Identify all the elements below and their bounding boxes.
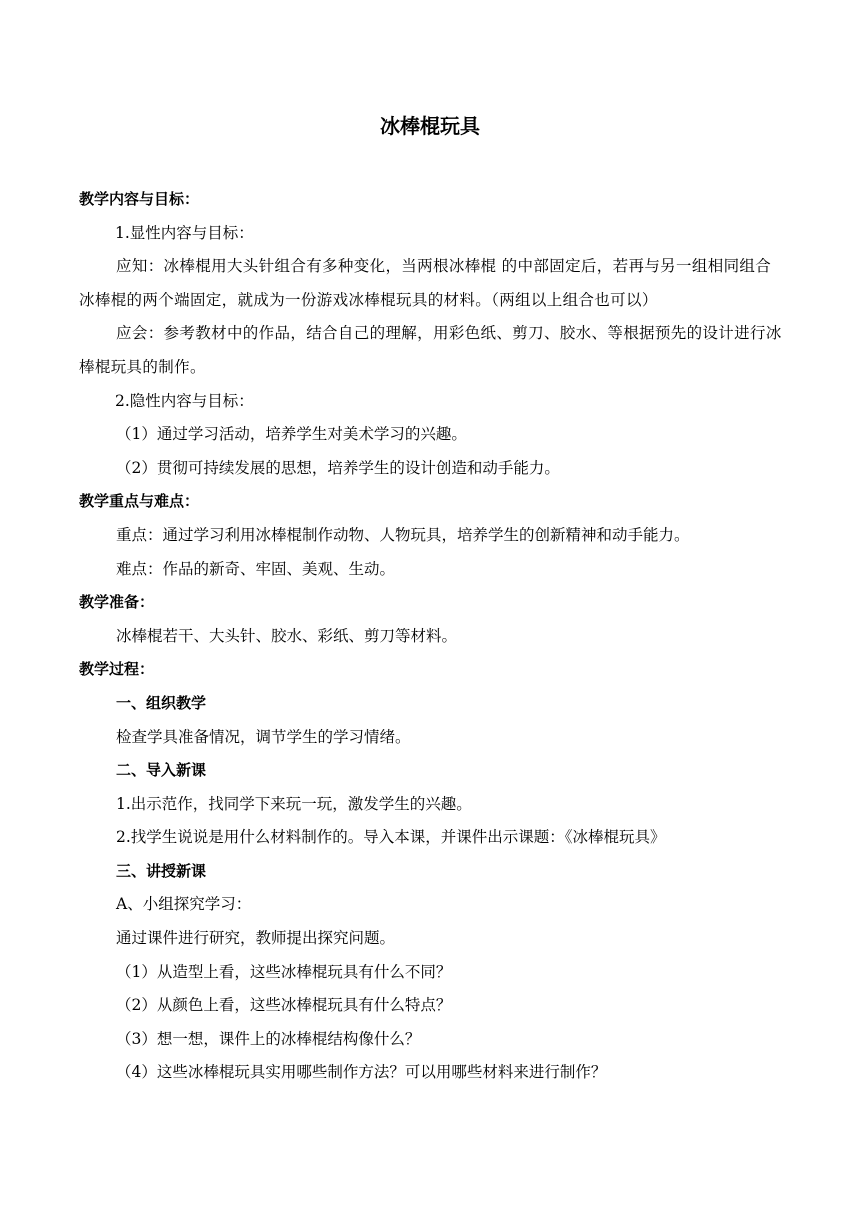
implicit-goal-item: （2）贯彻可持续发展的思想，培养学生的设计创造和动手能力。 (116, 458, 560, 477)
implicit-goal-item: （1）通过学习活动，培养学生对美术学习的兴趣。 (116, 425, 467, 444)
implicit-goals-title: 2.隐性内容与目标： (115, 391, 254, 410)
key-points-heading: 教学重点与难点： (79, 492, 200, 511)
step3-title: 三、讲授新课 (116, 861, 207, 880)
step2-title: 二、导入新课 (116, 761, 207, 780)
explicit-goals-title: 1.显性内容与目标： (115, 223, 254, 242)
process-heading: 教学过程： (79, 660, 155, 679)
question-item: （2）从颜色上看，这些冰棒棍玩具有什么特点？ (116, 996, 452, 1015)
can-paragraph: 应会：参考教材中的作品，结合自己的理解，用彩色纸、剪刀、胶水、等根据预先的设计进行冰棒棍玩具的制作。 (79, 324, 782, 376)
step1-title: 一、组织教学 (116, 693, 207, 712)
document-title: 冰棒棍玩具 (380, 114, 480, 138)
question-item: （4）这些冰棒棍玩具实用哪些制作方法？可以用哪些材料来进行制作？ (116, 1063, 607, 1082)
know-paragraph: 应知：冰棒棍用大头针组合有多种变化，当两根冰棒棍 的中部固定后，若再与另一组相同组合冰棒棍的两个端固定，就成为一份游戏冰棒棍玩具的材料。（两组以上组合也可以） (79, 257, 772, 309)
preparation-text: 冰棒棍若干、大头针、胶水、彩纸、剪刀等材料。 (116, 626, 458, 645)
preparation-heading: 教学准备： (79, 593, 155, 612)
step3-subheading: A、小组探究学习： (116, 895, 252, 914)
difficulty-text: 难点：作品的新奇、牢固、美观、生动。 (116, 559, 396, 578)
question-item: （1）从造型上看，这些冰棒棍玩具有什么不同？ (116, 962, 452, 981)
step1-text: 检查学具准备情况，调节学生的学习情绪。 (116, 727, 411, 746)
step3-intro: 通过课件进行研究，教师提出探究问题。 (116, 929, 396, 948)
step2-item: 1.出示范作，找同学下来玩一玩，激发学生的兴趣。 (116, 794, 472, 813)
document-body (79, 183, 783, 1090)
focus-text: 重点：通过学习利用冰棒棍制作动物、人物玩具，培养学生的创新精神和动手能力。 (116, 525, 690, 544)
goals-heading: 教学内容与目标： (79, 190, 200, 208)
step2-item: 2.找学生说说是用什么材料制作的。导入本课，并课件出示课题：《冰棒棍玩具》 (116, 828, 666, 847)
question-item: （3）想一想，课件上的冰棒棍结构像什么？ (116, 1029, 421, 1048)
